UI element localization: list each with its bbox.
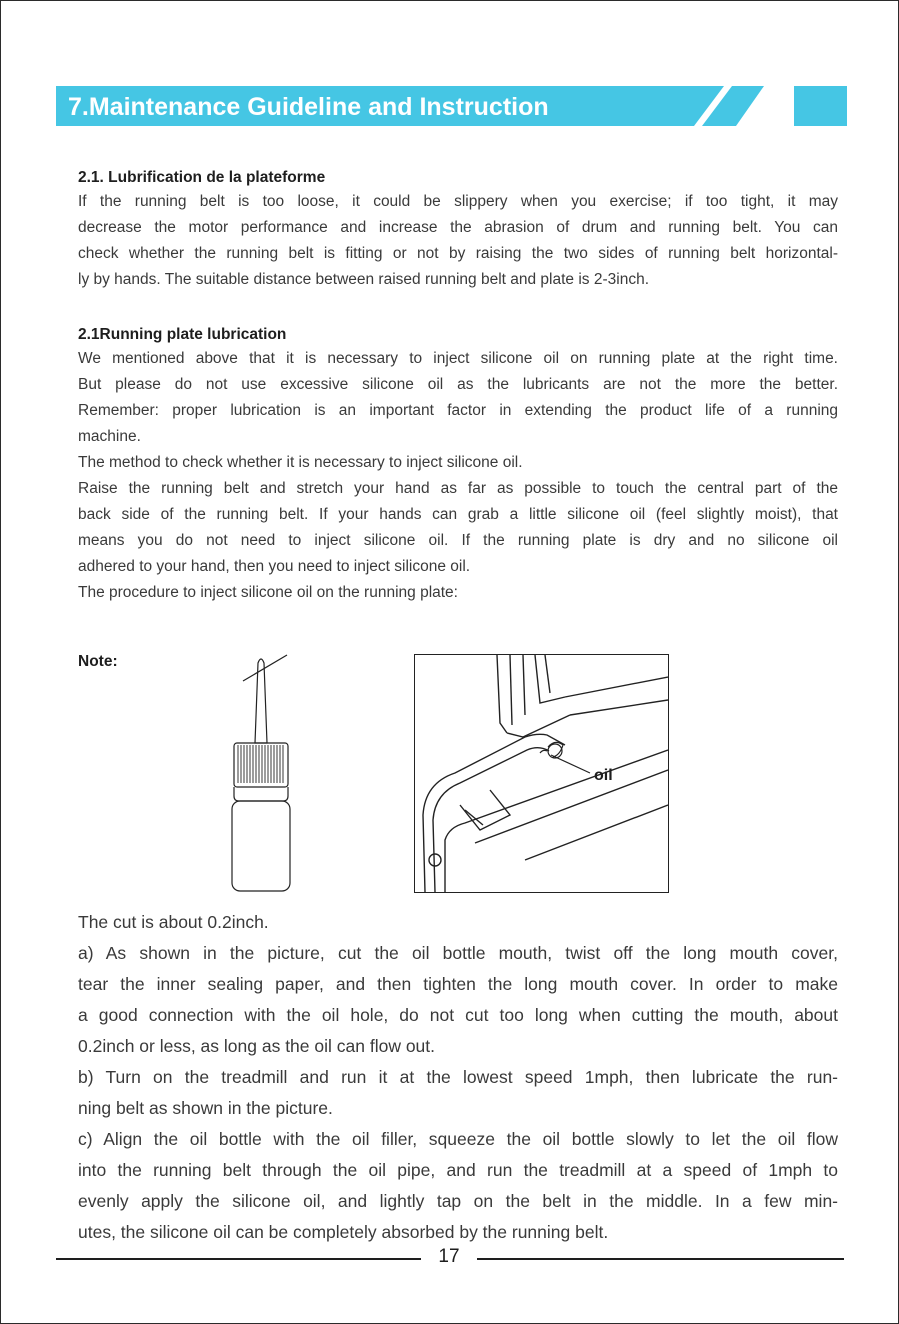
footer-rule-right [477, 1258, 844, 1260]
paragraph-line: We mentioned above that it is necessary to inject silicone oil on running plate at the right time. [78, 350, 838, 367]
lubrication-instructions [78, 907, 838, 1248]
paragraph-line: tear the inner sealing paper, and then tighten the long mouth cover. In order to make [78, 974, 838, 994]
paragraph-line: Raise the running belt and stretch your hand as far as possible to touch the central part of the [78, 480, 838, 497]
paragraph-line: 0.2inch or less, as long as the oil can flow out. [78, 1036, 436, 1056]
paragraph-line: The procedure to inject silicone oil on the running plate: [78, 584, 458, 601]
banner-x-decoration [684, 86, 794, 126]
oil-bottle-illustration [221, 651, 311, 896]
paragraph-line: into the running belt through the oil pipe, and run the treadmill at a speed of 1mph to [78, 1160, 838, 1180]
paragraph-line: a) As shown in the picture, cut the oil bottle mouth, twist off the long mouth cover, [78, 943, 838, 963]
paragraph-line: Remember: proper lubrication is an important factor in extending the product life of a running [78, 402, 838, 419]
paragraph-line: evenly apply the silicone oil, and lightly tap on the belt in the middle. In a few min- [78, 1191, 838, 1211]
paragraph-line: ning belt as shown in the picture. [78, 1098, 333, 1118]
section-belt-adjustment [78, 167, 838, 293]
paragraph-line: means you do not need to inject silicone oil. If the running plate is dry and no silicone oil [78, 532, 838, 549]
paragraph-line: utes, the silicone oil can be completely absorbed by the running belt. [78, 1222, 609, 1242]
treadmill-lubrication-photo [414, 654, 669, 893]
paragraph-line: The method to check whether it is necessary to inject silicone oil. [78, 454, 523, 471]
paragraph-line: b) Turn on the treadmill and run it at the lowest speed 1mph, then lubricate the run- [78, 1067, 838, 1087]
section-heading: 2.1. Lubrification de la plateforme [78, 169, 326, 186]
oil-label: oil [594, 767, 613, 784]
section-title: 7.Maintenance Guideline and Instruction [68, 93, 549, 121]
paragraph-line: But please do not use excessive silicone oil as the lubricants are not the more the better. [78, 376, 838, 393]
paragraph-line: ly by hands. The suitable distance between raised running belt and plate is 2-3inch. [78, 271, 649, 288]
paragraph-line: check whether the running belt is fitting or not by raising the two sides of running belt horizontal- [78, 245, 838, 262]
page-number: 17 [438, 1246, 460, 1267]
footer-rule-left [56, 1258, 421, 1260]
paragraph-line: machine. [78, 428, 141, 445]
paragraph-line: back side of the running belt. If your hands can grab a little silicone oil (feel slightly moist), that [78, 506, 838, 523]
paragraph-line: The cut is about 0.2inch. [78, 912, 269, 932]
section-plate-lubrication [78, 324, 838, 606]
paragraph-line: decrease the motor performance and increase the abrasion of drum and running belt. You can [78, 219, 838, 236]
treadmill-drawing [415, 655, 668, 892]
paragraph-line: If the running belt is too loose, it could be slippery when you exercise; if too tight, it may [78, 193, 838, 210]
paragraph-line: adhered to your hand, then you need to inject silicone oil. [78, 558, 471, 575]
note-label: Note: [78, 653, 118, 670]
section-banner [56, 86, 847, 126]
section-heading: 2.1Running plate lubrication [78, 326, 287, 343]
paragraph-line: c) Align the oil bottle with the oil filler, squeeze the oil bottle slowly to let the oil flow [78, 1129, 838, 1149]
paragraph-line: a good connection with the oil hole, do not cut too long when cutting the mouth, about [78, 1005, 838, 1025]
